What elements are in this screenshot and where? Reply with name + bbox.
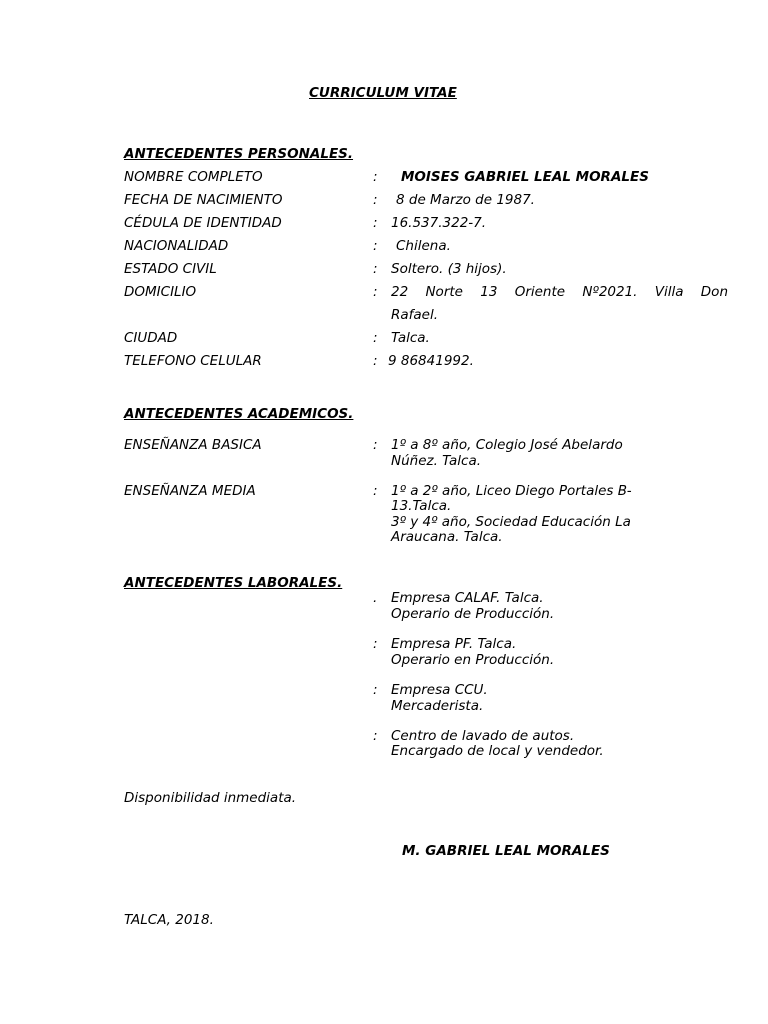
work-entry-line: Operario en Producción. <box>391 652 555 668</box>
work-entry-line: Encargado de local y vendedor. <box>391 743 604 759</box>
label-telefono: TELEFONO CELULAR <box>124 353 262 369</box>
separator: : <box>373 330 378 346</box>
label-ciudad: CIUDAD <box>124 330 178 346</box>
value-media-line: 3º y 4º año, Sociedad Educación La <box>391 514 631 530</box>
separator: : <box>373 437 378 453</box>
work-heading: ANTECEDENTES LABORALES. <box>124 575 343 591</box>
value-basica-line: 1º a 8º año, Colegio José Abelardo <box>391 437 623 453</box>
label-estado-civil: ESTADO CIVIL <box>124 261 217 277</box>
value-domicilio-line2: Rafael. <box>391 307 439 323</box>
value-media-line: 1º a 2º año, Liceo Diego Portales B- <box>391 483 632 499</box>
work-entry-line: Operario de Producción. <box>391 606 555 622</box>
separator: : <box>373 261 378 277</box>
page-title: CURRICULUM VITAE <box>309 85 457 101</box>
work-entry-line: Empresa PF. Talca. <box>391 636 517 652</box>
value-ciudad: Talca. <box>391 330 430 346</box>
separator: : <box>373 353 378 369</box>
place-date: TALCA, 2018. <box>124 912 214 928</box>
separator: : <box>373 682 378 698</box>
personal-heading: ANTECEDENTES PERSONALES. <box>124 146 354 162</box>
value-domicilio-line1: 22 Norte 13 Oriente Nº2021. Villa Don <box>391 284 728 300</box>
signature-name: M. GABRIEL LEAL MORALES <box>402 843 610 859</box>
separator: : <box>373 192 378 208</box>
separator: : <box>373 284 378 300</box>
label-nombre: NOMBRE COMPLETO <box>124 169 263 185</box>
separator: : <box>373 238 378 254</box>
label-nacionalidad: NACIONALIDAD <box>124 238 229 254</box>
label-ensenanza-media: ENSEÑANZA MEDIA <box>124 483 256 499</box>
value-cedula: 16.537.322-7. <box>391 215 487 231</box>
work-entry-line: Empresa CCU. <box>391 682 488 698</box>
value-estado-civil: Soltero. (3 hijos). <box>391 261 507 277</box>
value-telefono: 9 86841992. <box>388 353 474 369</box>
label-cedula: CÉDULA DE IDENTIDAD <box>124 215 282 231</box>
value-nacionalidad: Chilena. <box>396 238 451 254</box>
separator: : <box>373 483 378 499</box>
separator: : <box>373 215 378 231</box>
work-entry-line: Mercaderista. <box>391 698 484 714</box>
separator: : <box>373 728 378 744</box>
label-domicilio: DOMICILIO <box>124 284 197 300</box>
separator: : <box>373 169 378 185</box>
value-media-line: Araucana. Talca. <box>391 529 503 545</box>
value-basica-line: Núñez. Talca. <box>391 453 482 469</box>
value-nombre: MOISES GABRIEL LEAL MORALES <box>401 169 649 185</box>
label-ensenanza-basica: ENSEÑANZA BASICA <box>124 437 262 453</box>
value-media-line: 13.Talca. <box>391 498 452 514</box>
work-entry-line: Empresa CALAF. Talca. <box>391 590 544 606</box>
separator: : <box>373 636 378 652</box>
academic-heading: ANTECEDENTES ACADEMICOS. <box>124 406 354 422</box>
work-entry-line: Centro de lavado de autos. <box>391 728 575 744</box>
value-fecha-nacimiento: 8 de Marzo de 1987. <box>396 192 535 208</box>
separator: . <box>373 590 378 606</box>
availability-text: Disponibilidad inmediata. <box>124 790 297 806</box>
label-fecha-nacimiento: FECHA DE NACIMIENTO <box>124 192 283 208</box>
